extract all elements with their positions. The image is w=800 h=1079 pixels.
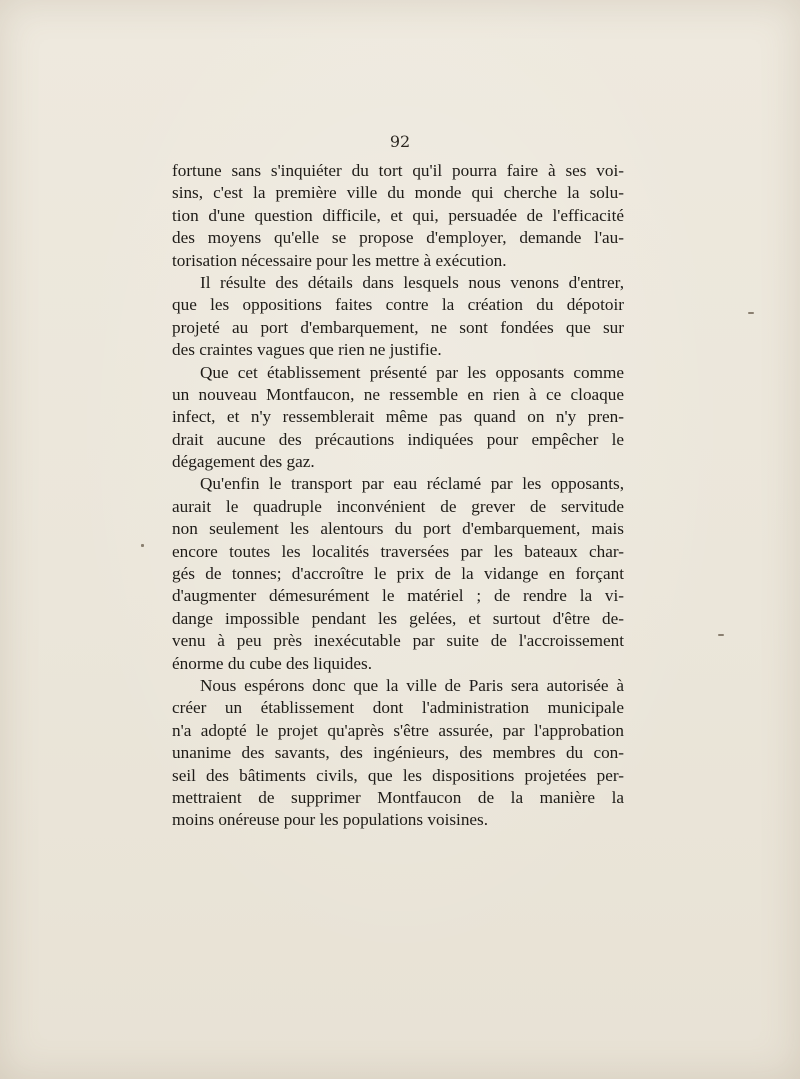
text-line: tion d'une question difficile, et qui, persuadée de l'efficacité bbox=[172, 205, 624, 225]
text-line: sins, c'est la première ville du monde qui cherche la solu- bbox=[172, 183, 624, 203]
text-line: Il résulte des détails dans lesquels nous venons d'entrer, bbox=[200, 272, 624, 292]
text-line: Qu'enfin le transport par eau réclamé par les opposants, bbox=[200, 474, 624, 494]
text-line: des craintes vagues que rien ne justifie. bbox=[172, 340, 442, 360]
text-line: que les oppositions faites contre la création du dépotoir bbox=[172, 295, 624, 315]
text-line: seil des bâtiments civils, que les dispositions projetées per- bbox=[172, 765, 624, 785]
margin-speck bbox=[718, 634, 724, 636]
body-text bbox=[172, 160, 624, 832]
text-line: projeté au port d'embarquement, ne sont fondées que sur bbox=[172, 317, 624, 337]
text-line: gés de tonnes; d'accroître le prix de la vidange en forçant bbox=[172, 564, 624, 584]
text-line: drait aucune des précautions indiquées pour empêcher le bbox=[172, 429, 624, 449]
margin-speck bbox=[748, 312, 754, 314]
text-line: fortune sans s'inquiéter du tort qu'il pourra faire à ses voi- bbox=[172, 161, 624, 180]
text-line: un nouveau Montfaucon, ne ressemble en rien à ce cloaque bbox=[172, 384, 624, 404]
text-line: n'a adopté le projet qu'après s'être assurée, par l'approbation bbox=[172, 720, 624, 740]
text-line: énorme du cube des liquides. bbox=[172, 653, 372, 673]
text-line: aurait le quadruple inconvénient de grever de servitude bbox=[172, 496, 624, 516]
text-line: dange impossible pendant les gelées, et surtout d'être de- bbox=[172, 608, 624, 628]
text-line: moins onéreuse pour les populations voisines. bbox=[172, 810, 489, 830]
margin-speck bbox=[141, 544, 144, 547]
text-line: d'augmenter démesurément le matériel ; de rendre la vi- bbox=[172, 586, 624, 606]
page-number: 92 bbox=[389, 132, 411, 151]
text-line: torisation nécessaire pour les mettre à exécution. bbox=[172, 250, 507, 270]
text-line: unanime des savants, des ingénieurs, des membres du con- bbox=[172, 743, 624, 763]
text-line: encore toutes les localités traversées par les bateaux char- bbox=[172, 541, 624, 561]
text-line: dégagement des gaz. bbox=[172, 452, 315, 472]
text-line: non seulement les alentours du port d'embarquement, mais bbox=[172, 519, 624, 539]
text-line: mettraient de supprimer Montfaucon de la manière la bbox=[172, 787, 624, 807]
text-line: venu à peu près inexécutable par suite de l'accroissement bbox=[172, 631, 624, 651]
text-line: créer un établissement dont l'administration municipale bbox=[172, 698, 624, 718]
text-line: infect, et n'y ressemblerait même pas quand on n'y pren- bbox=[172, 407, 624, 427]
text-line: des moyens qu'elle se propose d'employer, demande l'au- bbox=[172, 228, 624, 248]
text-line: Que cet établissement présenté par les opposants comme bbox=[200, 362, 624, 382]
text-line: Nous espérons donc que la ville de Paris sera autorisée à bbox=[200, 675, 624, 695]
